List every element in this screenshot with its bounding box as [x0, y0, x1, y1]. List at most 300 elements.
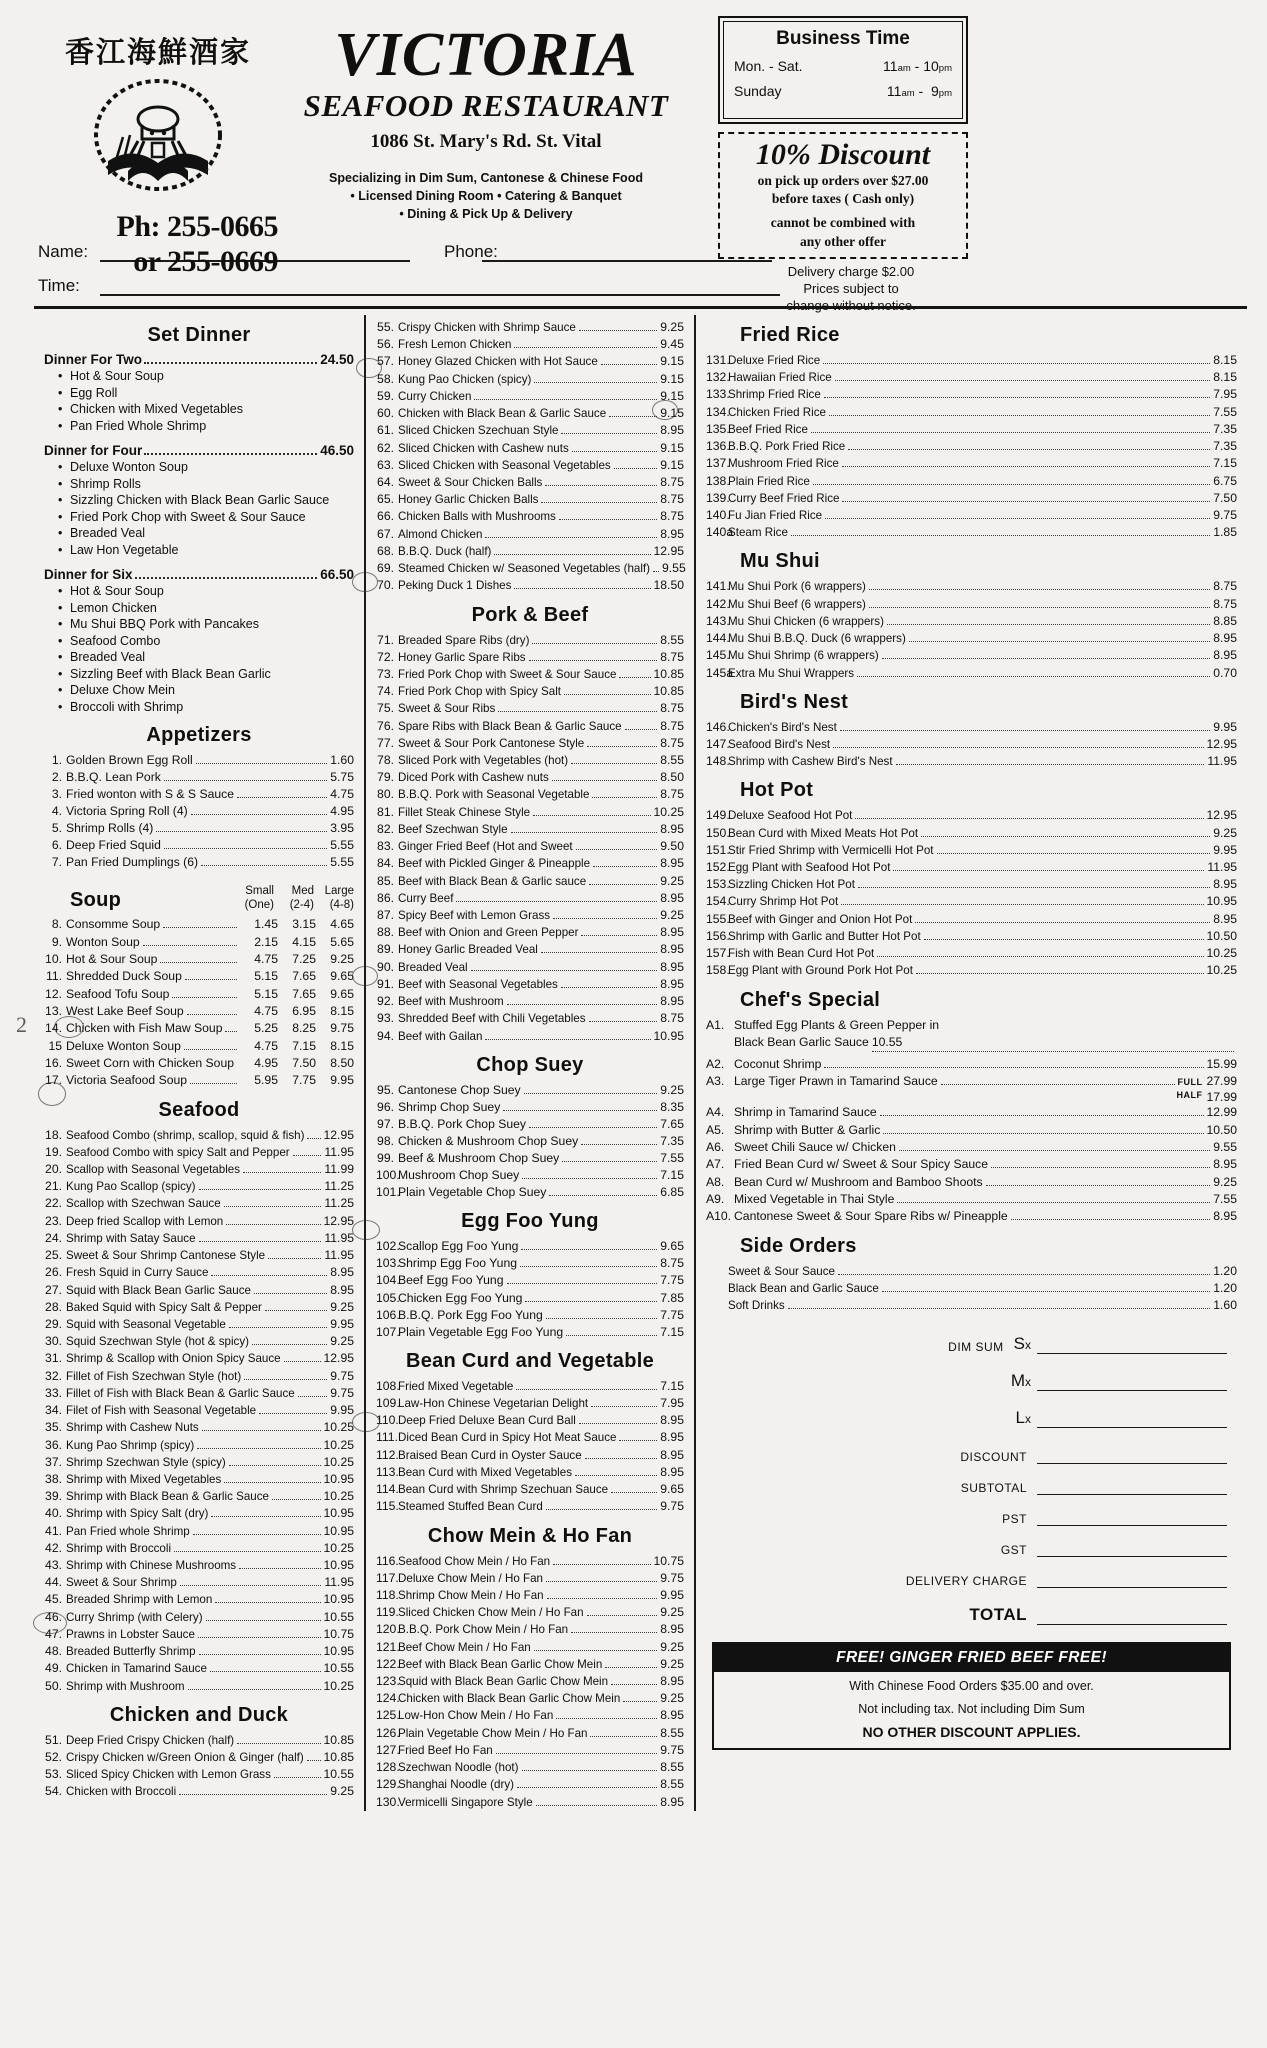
menu-item[interactable]: [44, 1523, 354, 1540]
egg-foo-yung-list: [376, 1238, 684, 1340]
menu-item[interactable]: [376, 1621, 684, 1638]
menu-item[interactable]: [44, 1783, 354, 1800]
menu-item[interactable]: [376, 577, 684, 594]
menu-item-number: 120.: [376, 1622, 400, 1637]
menu-item-name: Beef with Mushroom: [398, 995, 504, 1009]
menu-item[interactable]: [44, 1178, 354, 1195]
price-small: 5.15: [254, 969, 278, 984]
menu-item[interactable]: [44, 1316, 354, 1333]
menu-item[interactable]: [376, 1690, 684, 1707]
menu-item[interactable]: [376, 353, 684, 370]
set-dinner-title[interactable]: [44, 567, 354, 582]
menu-item[interactable]: [44, 1055, 354, 1072]
leader-dots: [991, 1167, 1210, 1168]
menu-item-number: 141.: [706, 579, 730, 594]
menu-item[interactable]: [706, 893, 1237, 910]
menu-item[interactable]: [706, 404, 1237, 421]
menu-item[interactable]: [44, 916, 354, 933]
menu-item-name: Beef with Onion and Green Pepper: [398, 926, 579, 940]
menu-item[interactable]: [706, 1122, 1237, 1139]
menu-item[interactable]: [44, 1540, 354, 1557]
menu-item[interactable]: [706, 753, 1237, 770]
leader-dots: [897, 1202, 1210, 1203]
leader-dots: [611, 1684, 657, 1685]
menu-item-number: 4.: [51, 804, 62, 819]
menu-item[interactable]: [44, 1038, 354, 1055]
menu-item-name: Black Bean and Garlic Sauce: [728, 1281, 879, 1295]
leader-dots: [529, 660, 658, 661]
menu-item[interactable]: [706, 507, 1237, 524]
menu-item[interactable]: [44, 1264, 354, 1281]
price-medium: 8.25: [292, 1021, 316, 1036]
order-form-input[interactable]: [1037, 1461, 1227, 1464]
menu-item-price: 11.95: [324, 1230, 354, 1245]
menu-item[interactable]: [706, 1139, 1237, 1156]
menu-item[interactable]: [44, 1557, 354, 1574]
menu-item[interactable]: [44, 820, 354, 837]
menu-item-continued[interactable]: [706, 1034, 1237, 1056]
menu-item[interactable]: [44, 854, 354, 871]
menu-item[interactable]: [44, 1282, 354, 1299]
menu-item[interactable]: [376, 941, 684, 958]
menu-item[interactable]: [44, 1437, 354, 1454]
menu-item[interactable]: [44, 1299, 354, 1316]
menu-item[interactable]: [376, 1082, 684, 1099]
brand-subtitle: SEAFOOD RESTAURANT: [303, 87, 669, 123]
menu-item-number: 135.: [706, 421, 730, 436]
price-large: 8.15: [330, 1038, 354, 1053]
menu-item[interactable]: [44, 1213, 354, 1230]
menu-item[interactable]: [706, 613, 1237, 630]
order-form-input[interactable]: [1037, 1523, 1227, 1526]
leader-dots: [833, 747, 1203, 748]
leader-dots: [619, 677, 650, 678]
leader-dots: [244, 1379, 327, 1380]
menu-item-name: Curry Shrimp (with Celery): [66, 1610, 203, 1624]
menu-item[interactable]: [706, 665, 1237, 682]
menu-item[interactable]: [706, 807, 1237, 824]
menu-item[interactable]: [44, 1003, 354, 1020]
menu-item-name: Sliced Chicken Chow Mein / Ho Fan: [398, 1606, 584, 1620]
price-note-2: change without notice.: [786, 297, 916, 313]
menu-item[interactable]: [706, 1208, 1237, 1225]
leader-dots: [587, 746, 657, 747]
menu-item[interactable]: [44, 1230, 354, 1247]
portion-tag: FULL: [1177, 1077, 1203, 1088]
menu-item[interactable]: [706, 1104, 1237, 1121]
menu-item[interactable]: [376, 319, 684, 336]
phone-primary[interactable]: Ph: 255-0665: [116, 210, 278, 243]
menu-item[interactable]: [44, 1350, 354, 1367]
menu-item[interactable]: [706, 1017, 1237, 1034]
menu-item[interactable]: [44, 1766, 354, 1783]
menu-item[interactable]: [706, 876, 1237, 893]
menu-item[interactable]: [376, 1238, 684, 1255]
menu-item[interactable]: [706, 1297, 1237, 1314]
menu-item[interactable]: [706, 490, 1237, 507]
menu-item[interactable]: [706, 524, 1237, 541]
menu-item[interactable]: [376, 1447, 684, 1464]
menu-item[interactable]: [376, 1673, 684, 1690]
menu-item[interactable]: [706, 1156, 1237, 1173]
menu-item-price: 8.15: [1213, 353, 1237, 367]
order-form-input[interactable]: [1037, 1554, 1227, 1557]
menu-item[interactable]: [44, 986, 354, 1003]
menu-item[interactable]: [376, 649, 684, 666]
menu-item[interactable]: [44, 1678, 354, 1695]
menu-item[interactable]: [44, 1333, 354, 1350]
menu-item-name: Extra Mu Shui Wrappers: [728, 666, 855, 680]
menu-item[interactable]: [706, 911, 1237, 928]
menu-item-body: [734, 1191, 1237, 1208]
menu-item[interactable]: [376, 752, 684, 769]
menu-item[interactable]: [706, 1174, 1237, 1191]
set-dinner-title[interactable]: [44, 443, 354, 458]
menu-item[interactable]: [376, 1378, 684, 1395]
menu-item[interactable]: [376, 993, 684, 1010]
set-dinner-item: • Breaded Veal: [58, 649, 354, 666]
menu-item[interactable]: [44, 1732, 354, 1749]
menu-item[interactable]: [376, 769, 684, 786]
menu-item-price: 9.25: [660, 1639, 684, 1654]
menu-item[interactable]: [706, 455, 1237, 472]
leader-dots: [545, 485, 657, 486]
menu-item[interactable]: [44, 1505, 354, 1522]
menu-item[interactable]: [44, 1660, 354, 1677]
menu-item[interactable]: [376, 1553, 684, 1570]
total-row: [706, 1605, 1227, 1625]
leader-dots: [552, 780, 657, 781]
menu-item-number: 110.: [376, 1413, 399, 1428]
dim-sum-medium-input[interactable]: [1037, 1388, 1227, 1391]
menu-item-number: 74.: [377, 684, 394, 699]
menu-item-number: A3.: [706, 1074, 725, 1089]
menu-item[interactable]: [44, 1385, 354, 1402]
menu-item-number: 87.: [377, 908, 394, 922]
menu-item[interactable]: [706, 736, 1237, 753]
menu-item[interactable]: [706, 1056, 1237, 1073]
chow-mein-list: [376, 1553, 684, 1811]
menu-item[interactable]: [376, 1307, 684, 1324]
menu-item[interactable]: [44, 752, 354, 769]
menu-item-name: Fried Bean Curd w/ Sweet & Sour Spicy Sauce: [734, 1157, 989, 1172]
menu-item-price: 8.75: [660, 509, 684, 524]
specialty-line-3: • Dining & Pick Up & Delivery: [399, 206, 573, 221]
menu-item-price: 12.95: [653, 543, 684, 558]
set-dinner-title[interactable]: [44, 352, 354, 367]
menu-item[interactable]: [44, 803, 354, 820]
leader-dots: [589, 884, 657, 885]
time-input[interactable]: [100, 281, 780, 296]
menu-item[interactable]: [376, 440, 684, 457]
menu-item-name: Fu Jian Fried Rice: [728, 508, 823, 522]
menu-item[interactable]: [44, 1247, 354, 1264]
leader-dots: [210, 1671, 321, 1672]
menu-item-price: 9.95: [330, 1403, 354, 1418]
total-input[interactable]: [1037, 1622, 1227, 1625]
menu-item-price: 8.95: [660, 959, 684, 974]
menu-item-number: 148.: [706, 754, 730, 769]
menu-item-number: 131.: [706, 353, 730, 367]
menu-item[interactable]: [706, 352, 1237, 369]
menu-item[interactable]: [376, 474, 684, 491]
menu-item-price: 9.50: [660, 839, 684, 854]
menu-item[interactable]: [376, 1464, 684, 1481]
menu-item[interactable]: [376, 508, 684, 525]
menu-item-price: 9.65: [660, 1482, 684, 1497]
menu-item-name: Beef Fried Rice: [728, 422, 808, 436]
menu-item-name: Beef Szechwan Style: [398, 822, 508, 836]
menu-item[interactable]: [376, 632, 684, 649]
phone-secondary[interactable]: or 255-0669: [133, 245, 278, 279]
menu-item[interactable]: [376, 457, 684, 474]
menu-item-number: A8.: [706, 1174, 725, 1189]
chicken-duck-list-part2: [376, 319, 684, 595]
menu-item-number: 59.: [377, 388, 394, 403]
menu-item[interactable]: [44, 1368, 354, 1385]
menu-item[interactable]: [376, 1498, 684, 1515]
menu-item[interactable]: [706, 578, 1237, 595]
menu-item[interactable]: [44, 1161, 354, 1178]
menu-item[interactable]: [44, 1626, 354, 1643]
menu-item[interactable]: [376, 1587, 684, 1604]
menu-item-price: 9.25: [330, 1299, 354, 1314]
set-dinner-item: • Deluxe Chow Mein: [58, 682, 354, 699]
menu-item[interactable]: [376, 1255, 684, 1272]
menu-item[interactable]: [376, 873, 684, 890]
leader-dots: [813, 484, 1210, 485]
menu-item[interactable]: [376, 1167, 684, 1184]
menu-item[interactable]: [376, 1290, 684, 1307]
menu-item[interactable]: [44, 1402, 354, 1419]
menu-item[interactable]: [44, 1471, 354, 1488]
menu-item[interactable]: [376, 1272, 684, 1289]
menu-item[interactable]: [376, 1570, 684, 1587]
menu-item[interactable]: [44, 769, 354, 786]
section-title-side-orders: Side Orders: [740, 1234, 857, 1257]
menu-item-price: 8.95: [660, 1622, 684, 1637]
menu-item-price: 7.75: [660, 1307, 684, 1322]
menu-item[interactable]: [706, 473, 1237, 490]
menu-item-number: 136.: [706, 439, 730, 454]
leader-dots: [534, 382, 657, 383]
menu-item-name: Shrimp Szechwan Style (spicy): [66, 1455, 226, 1469]
menu-item-number: 46.: [45, 1609, 62, 1624]
menu-item[interactable]: [44, 786, 354, 803]
menu-item[interactable]: [376, 1324, 684, 1341]
leader-dots: [571, 1632, 657, 1633]
leader-dots: [553, 1564, 650, 1565]
menu-item[interactable]: [376, 890, 684, 907]
menu-item[interactable]: [376, 855, 684, 872]
promo-disclaimer: NO OTHER DISCOUNT APPLIES.: [862, 1724, 1081, 1741]
leader-dots: [514, 588, 650, 589]
menu-item[interactable]: [44, 1195, 354, 1212]
menu-item[interactable]: [44, 1072, 354, 1089]
menu-item[interactable]: [376, 1707, 684, 1724]
menu-item[interactable]: [376, 336, 684, 353]
menu-item[interactable]: [376, 735, 684, 752]
menu-item-price: 8.95: [660, 994, 684, 1009]
menu-item[interactable]: [376, 371, 684, 388]
menu-item[interactable]: [44, 1144, 354, 1161]
menu-item-body: [734, 1073, 1237, 1090]
menu-item[interactable]: [706, 962, 1237, 979]
menu-item-name: Fresh Squid in Curry Sauce: [66, 1266, 209, 1280]
menu-item-price: 8.95: [660, 856, 684, 871]
menu-item[interactable]: [706, 928, 1237, 945]
menu-item[interactable]: [376, 976, 684, 993]
menu-item[interactable]: [706, 1191, 1237, 1208]
menu-item-number: 107.: [376, 1324, 400, 1339]
dim-sum-small-input[interactable]: [1037, 1351, 1227, 1354]
menu-item[interactable]: [376, 924, 684, 941]
menu-item[interactable]: [376, 1759, 684, 1776]
menu-item[interactable]: [706, 719, 1237, 736]
menu-item[interactable]: [44, 1749, 354, 1766]
menu-item-price: 9.75: [1213, 507, 1237, 522]
menu-item[interactable]: [376, 388, 684, 405]
leader-dots: [823, 363, 1210, 364]
menu-item[interactable]: [376, 1639, 684, 1656]
dim-sum-large-input[interactable]: [1037, 1425, 1227, 1428]
menu-item[interactable]: [376, 1150, 684, 1167]
menu-item[interactable]: [376, 1481, 684, 1498]
menu-item[interactable]: [706, 1073, 1237, 1090]
menu-item-name: Shrimp with Broccoli: [66, 1541, 172, 1555]
menu-item[interactable]: [376, 838, 684, 855]
set-dinner-name: Dinner for Six: [44, 567, 133, 582]
menu-item-price: 9.15: [660, 388, 684, 403]
menu-item[interactable]: [706, 369, 1237, 386]
menu-item[interactable]: [376, 1604, 684, 1621]
leader-dots: [163, 927, 237, 928]
menu-item[interactable]: [376, 804, 684, 821]
menu-item[interactable]: [44, 968, 354, 985]
menu-item[interactable]: [376, 526, 684, 543]
menu-item[interactable]: [376, 1412, 684, 1429]
price-medium: 7.15: [292, 1038, 316, 1053]
leader-dots: [590, 1736, 657, 1737]
menu-item-number: 112.: [376, 1447, 399, 1462]
menu-item[interactable]: [376, 683, 684, 700]
menu-item[interactable]: [44, 951, 354, 968]
menu-item[interactable]: [44, 1609, 354, 1626]
menu-item[interactable]: [376, 786, 684, 803]
menu-item[interactable]: [706, 825, 1237, 842]
menu-item[interactable]: [376, 821, 684, 838]
menu-item[interactable]: [376, 1099, 684, 1116]
menu-item[interactable]: [376, 560, 684, 577]
menu-item[interactable]: [706, 386, 1237, 403]
menu-item[interactable]: [376, 907, 684, 924]
menu-item[interactable]: [706, 647, 1237, 664]
menu-item[interactable]: [376, 1776, 684, 1793]
menu-item[interactable]: [376, 491, 684, 508]
menu-item[interactable]: [376, 1725, 684, 1742]
price-medium: 7.65: [292, 969, 316, 984]
menu-item[interactable]: [44, 1643, 354, 1660]
menu-item-number: 144.: [706, 631, 730, 646]
menu-item[interactable]: [706, 1263, 1237, 1280]
menu-item[interactable]: [376, 422, 684, 439]
menu-item[interactable]: [706, 438, 1237, 455]
menu-item-number: 94.: [377, 1028, 394, 1043]
menu-item-name: Low-Hon Chow Mein / Ho Fan: [398, 1709, 554, 1723]
menu-item[interactable]: [44, 934, 354, 951]
menu-item[interactable]: [376, 1116, 684, 1133]
menu-item[interactable]: [376, 405, 684, 422]
menu-item-price: 8.95: [660, 925, 684, 940]
menu-item[interactable]: [376, 1429, 684, 1446]
menu-item[interactable]: [706, 630, 1237, 647]
menu-item[interactable]: [44, 1419, 354, 1436]
menu-item-number: A1.: [706, 1017, 725, 1032]
menu-item[interactable]: [44, 1488, 354, 1505]
menu-item-name: Chicken with Broccoli: [66, 1785, 177, 1799]
menu-item[interactable]: [44, 1020, 354, 1037]
menu-item[interactable]: [376, 700, 684, 717]
order-form-input[interactable]: [1037, 1492, 1227, 1495]
menu-item-name: Fillet Steak Chinese Style: [398, 805, 531, 819]
menu-item-number: 27.: [45, 1282, 62, 1297]
handwritten-mark: 2: [16, 1012, 27, 1037]
menu-item-price: 8.95: [660, 1447, 684, 1462]
menu-item[interactable]: [376, 1656, 684, 1673]
menu-item-price: 10.25: [323, 1454, 354, 1469]
menu-item[interactable]: [376, 1742, 684, 1759]
leader-dots: [298, 1396, 328, 1397]
menu-item-body: [734, 1156, 1237, 1173]
menu-item[interactable]: [376, 1794, 684, 1811]
menu-item-price: 8.95: [660, 526, 684, 541]
menu-item[interactable]: [44, 1574, 354, 1591]
price-small: 4.75: [254, 951, 278, 966]
menu-item[interactable]: [706, 842, 1237, 859]
menu-item[interactable]: [376, 543, 684, 560]
soup-col-small: Small: [245, 884, 274, 897]
order-form-input[interactable]: [1037, 1585, 1227, 1588]
menu-item[interactable]: [376, 959, 684, 976]
menu-item[interactable]: [706, 596, 1237, 613]
menu-item-number: 35.: [45, 1420, 62, 1435]
menu-item-name: Stir Fried Shrimp with Vermicelli Hot Pot: [728, 843, 934, 857]
leader-dots: [566, 1335, 657, 1336]
menu-item[interactable]: [376, 1010, 684, 1027]
menu-item-number: 147.: [706, 736, 730, 751]
menu-item-name: Almond Chicken: [398, 527, 483, 541]
menu-item[interactable]: [376, 1028, 684, 1045]
menu-item-price: 11.95: [1207, 860, 1237, 875]
menu-item-name: Shredded Beef with Chili Vegetables: [398, 1012, 586, 1026]
menu-item[interactable]: [44, 1591, 354, 1608]
menu-item[interactable]: [376, 1184, 684, 1201]
menu-item[interactable]: [706, 859, 1237, 876]
menu-item[interactable]: [376, 1395, 684, 1412]
menu-item[interactable]: [706, 945, 1237, 962]
menu-item[interactable]: [706, 421, 1237, 438]
menu-item[interactable]: [376, 718, 684, 735]
leader-dots: [144, 453, 317, 455]
menu-item[interactable]: [44, 1454, 354, 1471]
menu-item[interactable]: [376, 666, 684, 683]
menu-item-price: 7.15: [1213, 456, 1237, 471]
menu-item[interactable]: [44, 1127, 354, 1144]
menu-item[interactable]: [706, 1280, 1237, 1297]
menu-item[interactable]: [376, 1133, 684, 1150]
menu-item[interactable]: [44, 837, 354, 854]
menu-item-price: 11.95: [324, 1144, 354, 1159]
